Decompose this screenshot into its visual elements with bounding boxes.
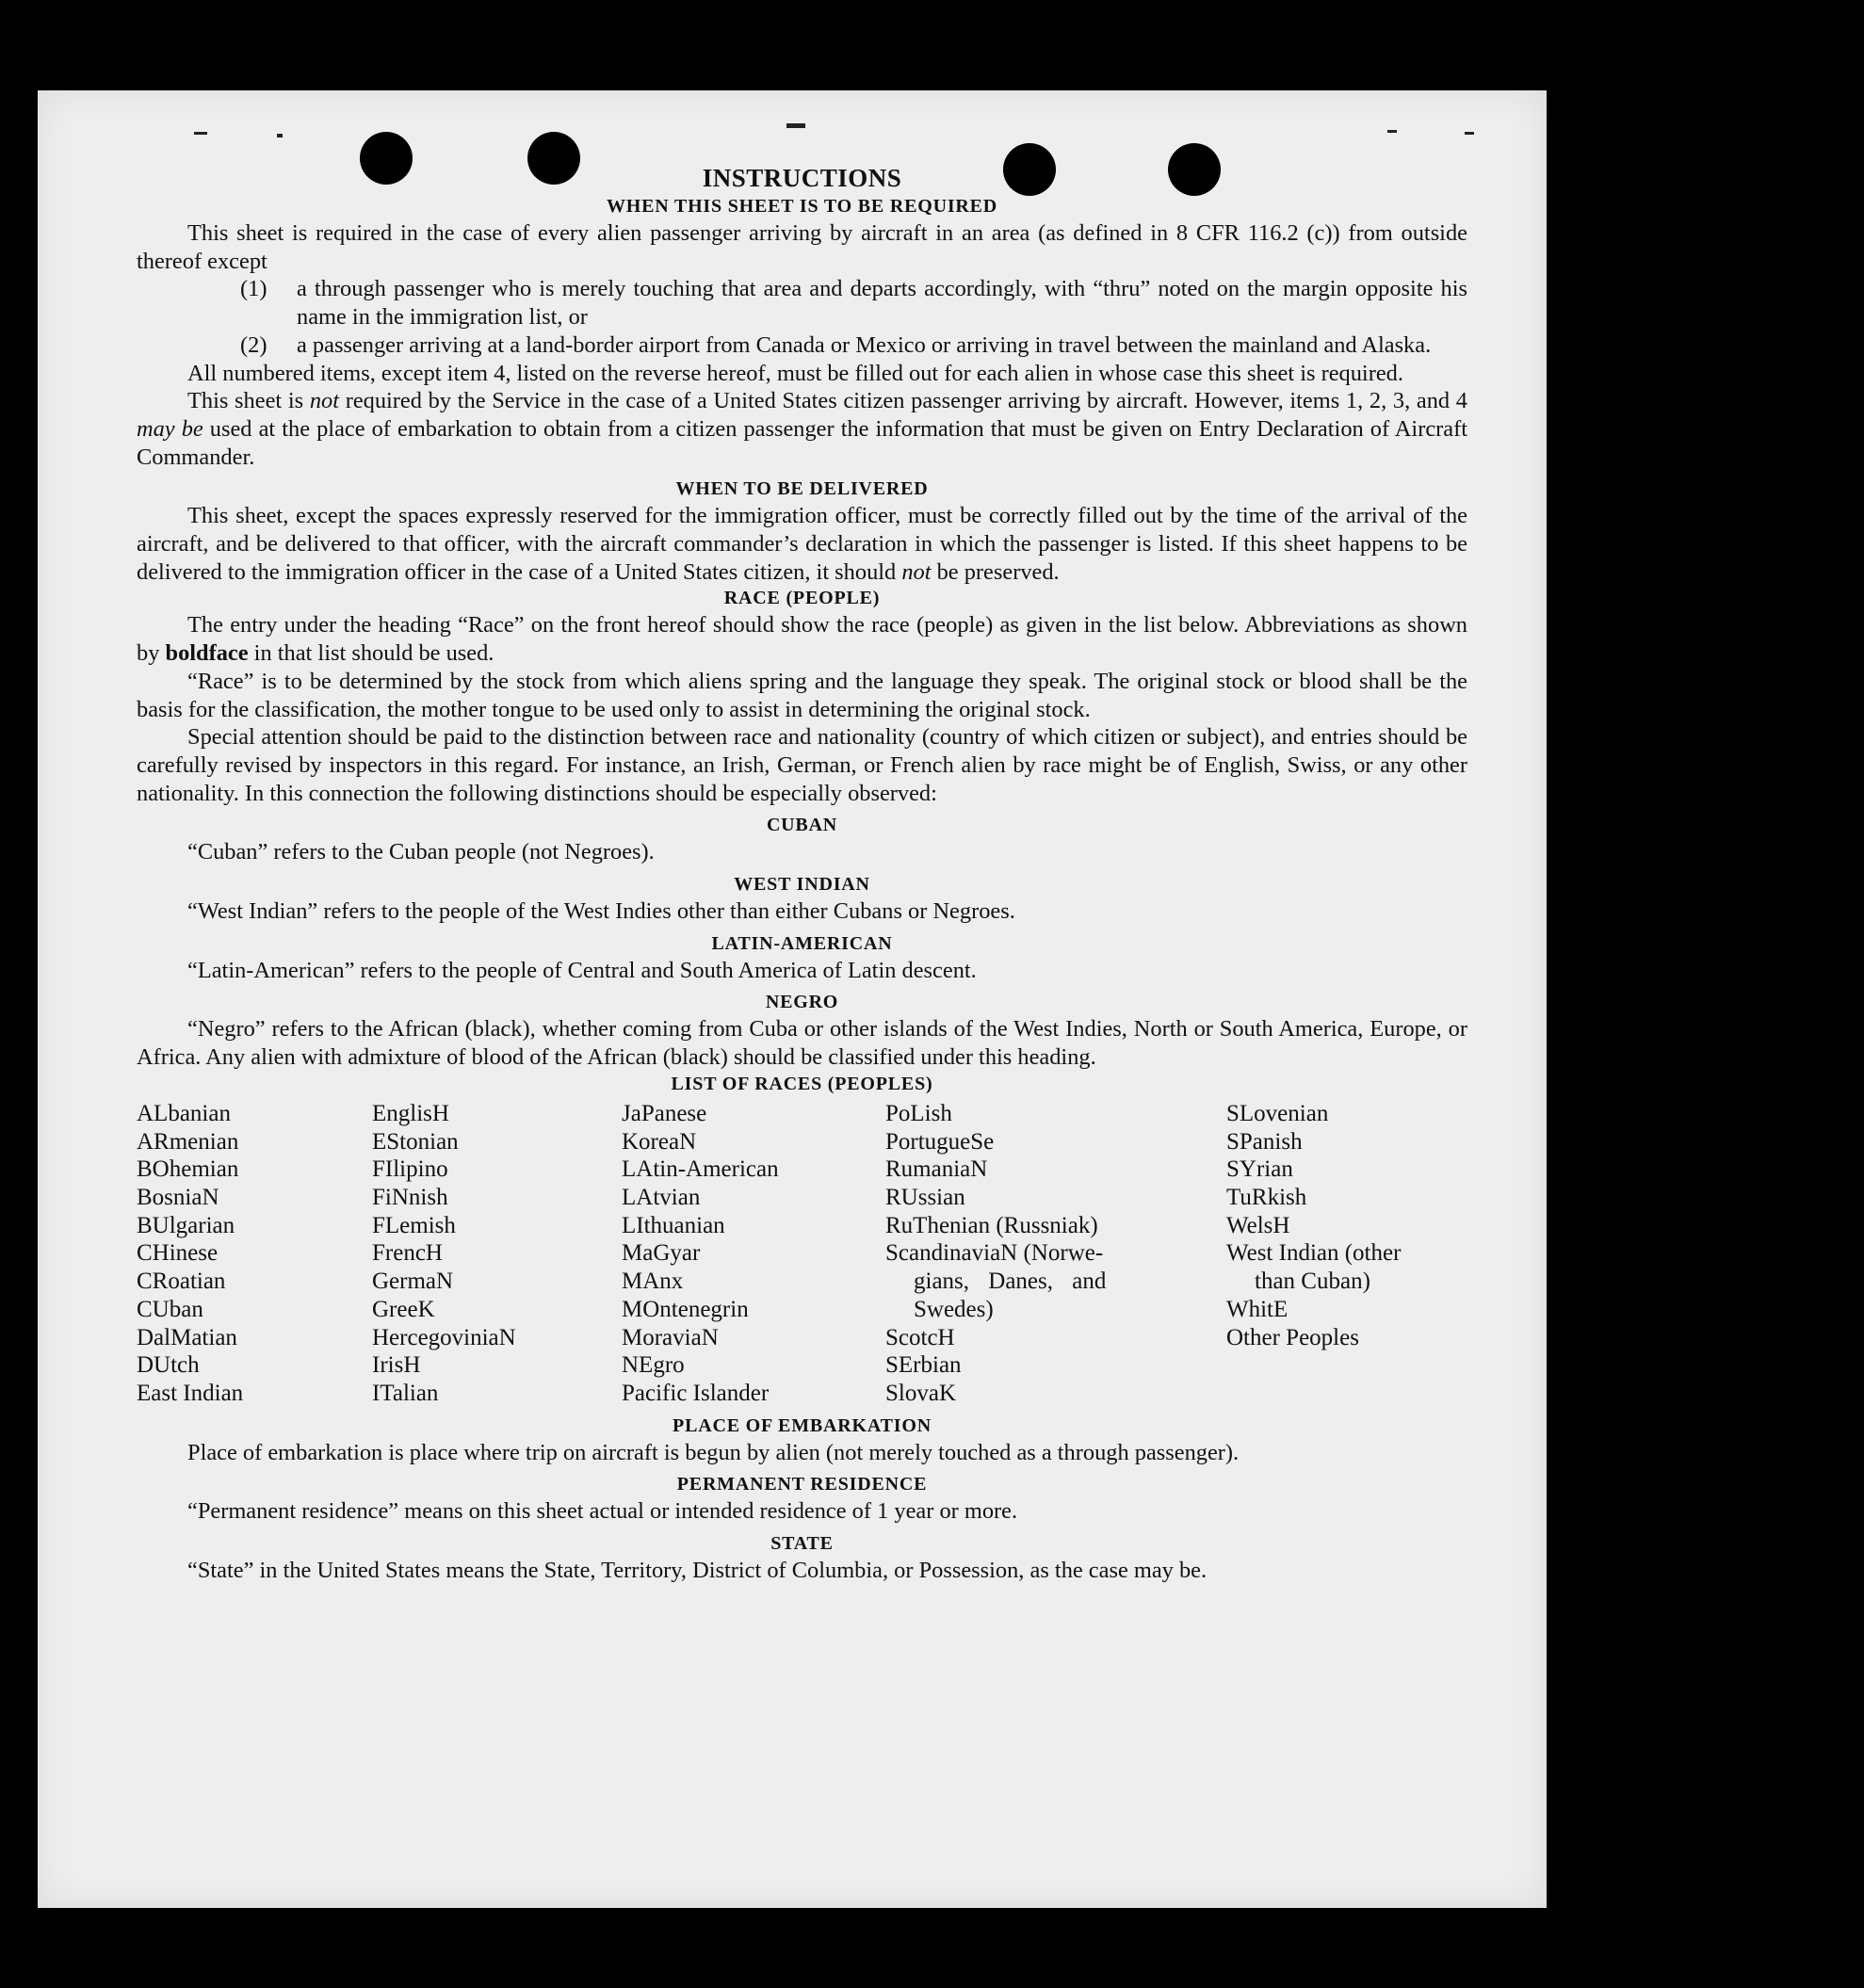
speck bbox=[277, 134, 283, 137]
section-heading-race: RACE (PEOPLE) bbox=[723, 588, 881, 609]
race-entry: West Indian (other bbox=[1226, 1240, 1402, 1267]
section-heading-state: STATE bbox=[770, 1533, 834, 1555]
race-paragraph-1: The entry under the heading “Race” on the front hereof should show the race (people) as given in the list below. Abbreviations as shown by boldface in that list should be used. bbox=[137, 612, 1467, 667]
section-heading-residence: PERMANENT RESIDENCE bbox=[676, 1474, 928, 1495]
race-entry: LAtvian bbox=[622, 1184, 701, 1210]
race-entry: SLovenian bbox=[1226, 1100, 1329, 1126]
speck bbox=[194, 132, 207, 135]
speck bbox=[1465, 132, 1474, 135]
race-entry: DalMatian bbox=[137, 1324, 237, 1350]
race-entry: gians, Danes, and bbox=[914, 1269, 1107, 1295]
speck bbox=[1387, 130, 1397, 133]
race-entry: Other Peoples bbox=[1226, 1324, 1359, 1350]
race-paragraph-2: “Race” is to be determined by the stock from which aliens spring and the language they speak. The original stock or blood shall be the basis for the classification, the mother tongue to be used only to assist in determining the original stock. bbox=[137, 668, 1467, 722]
document-page bbox=[38, 90, 1547, 1908]
race-entry: SPanish bbox=[1226, 1128, 1303, 1155]
races-column bbox=[1226, 1100, 1467, 1408]
race-entry: ScotcH bbox=[885, 1324, 955, 1350]
races-column bbox=[372, 1100, 622, 1408]
section-heading-races-list: LIST OF RACES (PEOPLES) bbox=[671, 1073, 933, 1094]
when-delivered-text: This sheet, except the spaces expressly reserved for the immigration officer, must be correctly filled out by the time of the arrival of the aircraft, and be delivered to that officer, with the aircraft commander’s declaration in which the passenger is listed. If this sheet happens to be delivered to the immigration officer in the case of a United States citizen, it should not be preserved. bbox=[137, 503, 1467, 585]
race-entry: SYrian bbox=[1226, 1156, 1293, 1183]
race-entry: RumaniaN bbox=[885, 1156, 988, 1183]
section-heading-west-indian: WEST INDIAN bbox=[734, 874, 870, 896]
west-indian-text: “West Indian” refers to the people of the West Indies other than either Cubans or Negroes. bbox=[187, 898, 1015, 925]
item-number: (1) bbox=[240, 276, 267, 302]
embarkation-text: Place of embarkation is place where trip on aircraft is begun by alien (not merely touched as a through passenger). bbox=[187, 1439, 1240, 1465]
instructions-body bbox=[137, 162, 1467, 1585]
race-entry: LAtin-American bbox=[622, 1156, 779, 1183]
race-entry: RUssian bbox=[885, 1184, 965, 1210]
race-paragraph-3: Special attention should be paid to the distinction between race and nationality (country of which citizen or subject), and entries should be carefully revised by inspectors in this regard. For instance, an Irish, German, or French alien by race might be of English, Swiss, or any other nationality. In this connection the following distinctions should be especially observed: bbox=[137, 724, 1467, 806]
exception-item bbox=[137, 331, 1467, 360]
race-entry: CHinese bbox=[137, 1240, 219, 1267]
race-entry: than Cuban) bbox=[1255, 1269, 1370, 1295]
race-entry: ALbanian bbox=[137, 1100, 231, 1126]
race-entry: ITalian bbox=[372, 1380, 439, 1406]
race-entry: SlovaK bbox=[885, 1380, 956, 1406]
section-heading-when-required: WHEN THIS SHEET IS TO BE REQUIRED bbox=[606, 196, 998, 217]
section-heading-embarkation: PLACE OF EMBARKATION bbox=[673, 1414, 932, 1436]
race-entry: FrencH bbox=[372, 1240, 443, 1267]
item-number: (2) bbox=[240, 331, 267, 358]
item-text: a through passenger who is merely touching that area and departs accordingly, with “thru” noted on the margin opposite his name in the immigration list, or bbox=[297, 276, 1467, 331]
state-text: “State” in the United States means the State, Territory, District of Columbia, or Possession, as the case may be. bbox=[187, 1558, 1208, 1584]
race-entry: TuRkish bbox=[1226, 1184, 1307, 1210]
item-text: a passenger arriving at a land-border airport from Canada or Mexico or arriving in travel between the mainland and Alaska. bbox=[297, 331, 1432, 358]
numbered-items-paragraph: All numbered items, except item 4, listed on the reverse hereof, must be filled out for each alien in whose case this sheet is required. bbox=[187, 360, 1403, 386]
race-entry: BOhemian bbox=[137, 1156, 239, 1183]
cuban-text: “Cuban” refers to the Cuban people (not Negroes). bbox=[187, 839, 655, 865]
speck bbox=[786, 123, 805, 128]
race-entry: KoreaN bbox=[622, 1128, 697, 1155]
race-entry: Pacific Islander bbox=[622, 1380, 770, 1406]
race-entry: Swedes) bbox=[914, 1296, 994, 1322]
race-entry: PortugueSe bbox=[885, 1128, 995, 1155]
races-column bbox=[137, 1100, 372, 1408]
latin-american-text: “Latin-American” refers to the people of Central and South America of Latin descent. bbox=[187, 957, 977, 983]
race-entry: WhitE bbox=[1226, 1296, 1289, 1322]
citizen-paragraph: This sheet is not required by the Service in the case of a United States citizen passenger arriving by aircraft. However, items 1, 2, 3, and 4 may be used at the place of embarkation to obtain from a citizen passenger the information that must be given on Entry Declaration of Aircraft Commander. bbox=[137, 388, 1467, 470]
race-entry: LIthuanian bbox=[622, 1212, 725, 1238]
section-heading-latin-american: LATIN-AMERICAN bbox=[711, 932, 893, 954]
residence-text: “Permanent residence” means on this sheet actual or intended residence of 1 year or more. bbox=[187, 1498, 1018, 1525]
race-entry: EnglisH bbox=[372, 1100, 449, 1126]
section-heading-when-delivered: WHEN TO BE DELIVERED bbox=[675, 478, 929, 500]
race-entry: FLemish bbox=[372, 1212, 456, 1238]
race-entry: NEgro bbox=[622, 1352, 685, 1379]
race-entry: CUban bbox=[137, 1296, 203, 1322]
race-entry: MoraviaN bbox=[622, 1324, 719, 1350]
race-entry: ARmenian bbox=[137, 1128, 239, 1155]
race-entry: RuThenian (Russniak) bbox=[885, 1212, 1098, 1238]
race-entry: EStonian bbox=[372, 1128, 459, 1155]
page-title: INSTRUCTIONS bbox=[702, 164, 902, 192]
race-entry: HercegoviniaN bbox=[372, 1324, 516, 1350]
race-entry: JaPanese bbox=[622, 1100, 707, 1126]
race-entry: IrisH bbox=[372, 1352, 421, 1379]
race-entry: BosniaN bbox=[137, 1184, 219, 1210]
race-entry: MaGyar bbox=[622, 1240, 701, 1267]
races-column bbox=[622, 1100, 885, 1408]
race-entry: East Indian bbox=[137, 1380, 244, 1406]
race-entry: WelsH bbox=[1226, 1212, 1290, 1238]
race-entry: ScandinaviaN (Norwe- bbox=[885, 1240, 1104, 1267]
exception-item bbox=[137, 275, 1467, 331]
race-entry: MOntenegrin bbox=[622, 1296, 749, 1322]
races-column bbox=[885, 1100, 1226, 1408]
race-entry: PoLish bbox=[885, 1100, 952, 1126]
section-heading-negro: NEGRO bbox=[765, 992, 839, 1013]
race-entry: FiNnish bbox=[372, 1184, 448, 1210]
races-list bbox=[137, 1100, 1467, 1408]
race-entry: CRoatian bbox=[137, 1269, 226, 1295]
race-entry: SErbian bbox=[885, 1352, 962, 1379]
race-entry: BUlgarian bbox=[137, 1212, 235, 1238]
race-entry: DUtch bbox=[137, 1352, 200, 1379]
section-heading-cuban: CUBAN bbox=[766, 815, 838, 836]
negro-text: “Negro” refers to the African (black), whether coming from Cuba or other islands of the West Indies, North or South America, Europe, or Africa. Any alien with admixture of blood of the African (black) should be classified under this heading. bbox=[137, 1016, 1467, 1071]
when-required-intro: This sheet is required in the case of every alien passenger arriving by aircraft in an area (as defined in 8 CFR 116.2 (c)) from outside thereof except bbox=[137, 220, 1467, 274]
race-entry: GermaN bbox=[372, 1269, 454, 1295]
race-entry: GreeK bbox=[372, 1296, 435, 1322]
race-entry: MAnx bbox=[622, 1269, 684, 1295]
race-entry: FIlipino bbox=[372, 1156, 448, 1183]
